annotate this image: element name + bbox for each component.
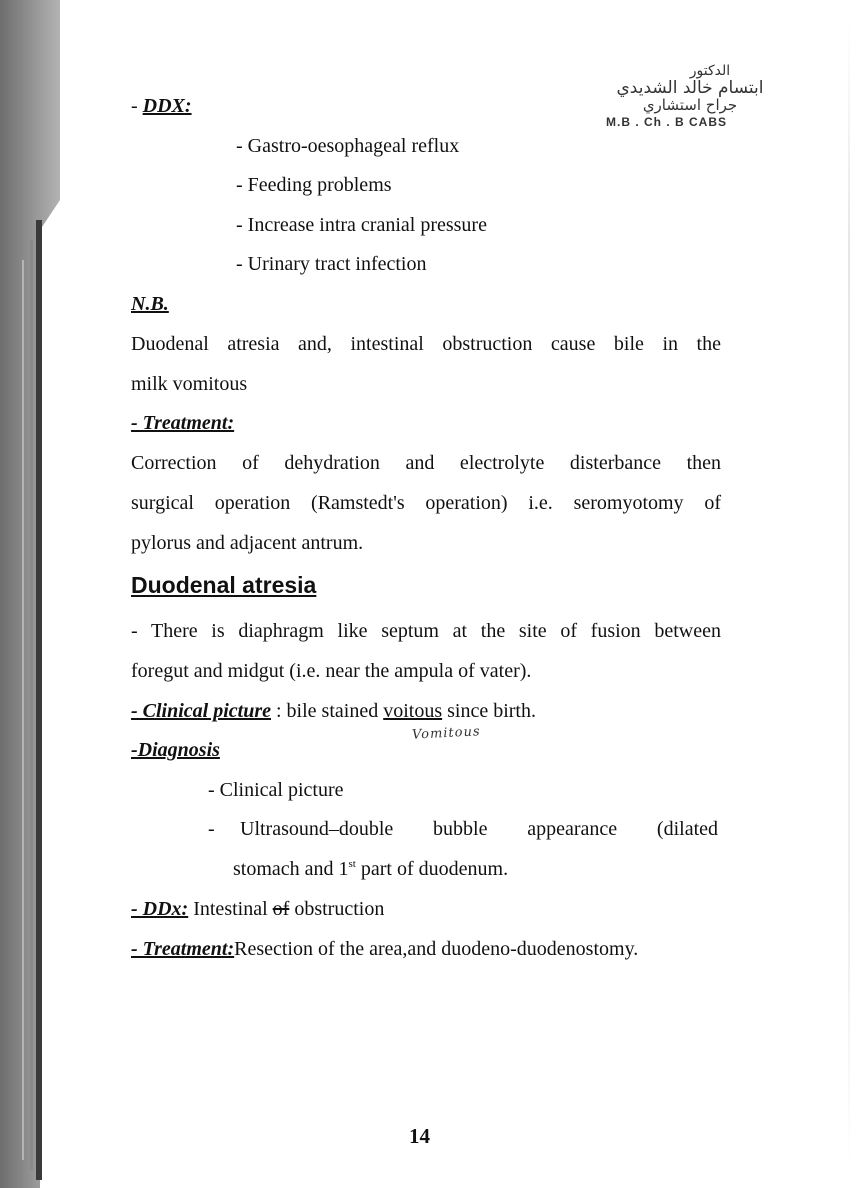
diagnosis-heading: -Diagnosis — [131, 739, 220, 761]
ddx-heading: DDX: — [142, 95, 192, 117]
ddx-item: - Urinary tract infection — [236, 253, 427, 275]
section-title: Duodenal atresia — [131, 572, 317, 598]
treatment-line: pylorus and adjacent antrum. — [131, 532, 364, 554]
intro-line: - There is diaphragm like septum at the site of fusion between — [131, 620, 721, 642]
diagnosis-item: - Clinical picture — [208, 779, 344, 801]
nb-line: Duodenal atresia and, intestinal obstruction cause bile in the — [131, 333, 721, 355]
page-number: 14 — [409, 1124, 430, 1148]
ddx-item: - Increase intra cranial pressure — [236, 214, 487, 236]
ddx-struck-word: of — [272, 898, 290, 920]
clinical-picture-heading: - Clinical picture — [131, 700, 271, 722]
final-treatment-heading: - Treatment: — [131, 938, 235, 960]
diagnosis-item-dash: - — [208, 818, 215, 840]
clinical-text-b: since birth. — [442, 700, 536, 722]
diagnosis-text-a: stomach and 1 — [233, 858, 349, 880]
treatment-heading: - Treatment: — [131, 412, 235, 434]
superscript-st: st — [348, 858, 356, 870]
book-binding-shadow — [0, 0, 60, 1188]
diagnosis-item: Ultrasound–double bubble appearance (dilated — [240, 818, 718, 840]
treatment-line: surgical operation (Ramstedt's operation) i.e. seromyotomy of — [131, 492, 721, 514]
ddx-text-a: Intestinal — [188, 898, 273, 920]
ddx-short-heading: - DDx: — [131, 898, 189, 920]
final-treatment-line — [131, 937, 638, 961]
ddx-heading-line — [131, 94, 192, 118]
clinical-word-corrected: voitous — [383, 700, 443, 722]
handwritten-correction: Vomitous — [411, 724, 481, 743]
stamp-name: ابتسام خالد الشديدي — [616, 78, 764, 98]
stamp-title: الدكتور — [689, 63, 731, 79]
doctor-stamp — [590, 64, 790, 129]
page-edge-shadow — [848, 20, 850, 1170]
final-treatment-text: Resection of the area,and duodeno-duodenostomy. — [234, 938, 639, 960]
ddx-item: - Feeding problems — [236, 174, 392, 196]
ddx-line — [131, 897, 384, 921]
nb-heading: N.B. — [131, 293, 169, 315]
intro-line: foregut and midgut (i.e. near the ampula of vater). — [131, 660, 532, 682]
ddx-text-b: obstruction — [289, 898, 385, 920]
stamp-role: جراح استشاري — [642, 96, 738, 114]
treatment-line: Correction of dehydration and electrolyte disterbance then — [131, 452, 721, 474]
ddx-heading-prefix: - — [131, 95, 143, 117]
nb-line: milk vomitous — [131, 373, 248, 395]
ddx-item: - Gastro-oesophageal reflux — [236, 135, 460, 157]
clinical-text-a: : bile stained — [271, 700, 384, 722]
diagnosis-item-continued — [233, 857, 508, 881]
clinical-picture-line — [131, 699, 536, 723]
stamp-degrees: M.B . Ch . B CABS — [606, 115, 727, 129]
diagnosis-text-b: part of duodenum. — [355, 858, 509, 880]
